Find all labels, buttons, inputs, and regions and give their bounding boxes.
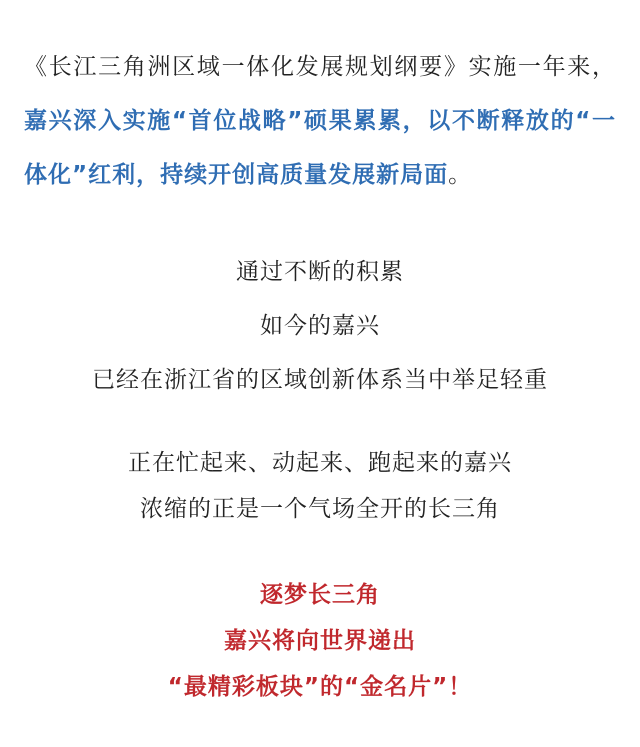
slogan-line: 逐梦长三角 [260,582,380,608]
intro-highlight: 嘉兴深入实施“首位战略”硕果累累，以不断释放的“一体化”红利，持续开创高质量发展新局面 [24,108,616,188]
verse-line: 如今的嘉兴 [260,313,380,339]
verse-line: 已经在浙江省的区域创新体系当中举足轻重 [92,367,548,393]
intro-text-end: 。 [448,162,473,188]
intro-paragraph [24,40,616,202]
verse-block-2 [0,440,640,532]
verse-line: 浓缩的正是一个气场全开的长三角 [140,496,500,522]
verse-line: 通过不断的积累 [236,259,404,285]
verse-block-1 [0,245,640,407]
verse-line: 正在忙起来、动起来、跑起来的嘉兴 [128,450,512,476]
intro-text-start: 《长江三角洲区域一体化发展规划纲要》实施一年来， [24,54,616,80]
slogan-line: 嘉兴将向世界递出 [224,628,416,654]
slogan-line: “最精彩板块”的“金名片”！ [167,674,473,700]
closing-slogan [0,572,640,710]
